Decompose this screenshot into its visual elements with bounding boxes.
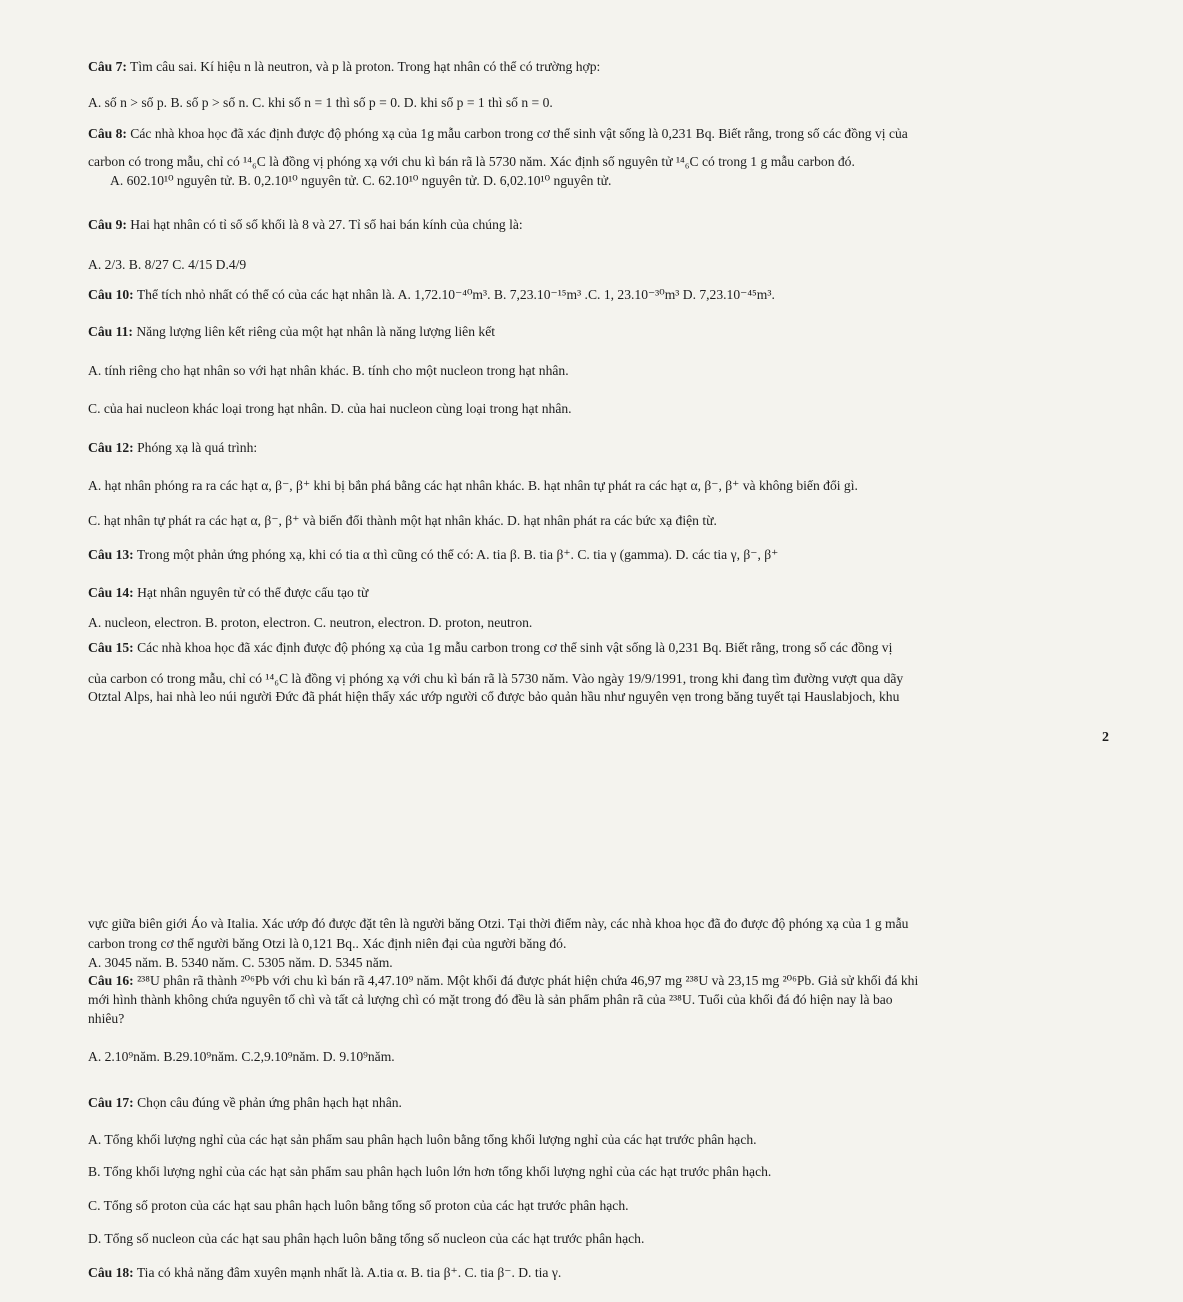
text-line [88, 639, 1138, 657]
line-text: Otztal Alps, hai nhà leo núi người Đức đã phát hiện thấy xác ướp người cổ được bảo quản hầu như nguyên vẹn trong băng tuyết tại Hauslabjoch, khu [88, 689, 900, 704]
text-line [88, 584, 1138, 602]
line-text: A. 602.10¹⁰ nguyên tử. B. 0,2.10¹⁰ nguyên tử. C. 62.10¹⁰ nguyên tử. D. 6,02.10¹⁰ nguyên tử. [110, 173, 612, 188]
question-label: Câu 10: [88, 287, 134, 302]
line-text: Hai hạt nhân có tỉ số số khối là 8 và 27. Tỉ số hai bán kính của chúng là: [126, 217, 523, 232]
line-text: nhiêu? [88, 1011, 125, 1026]
line-text: A. nucleon, electron. B. proton, electron. C. neutron, electron. D. proton, neutron. [88, 615, 533, 630]
text-line [88, 439, 1138, 457]
text-line [88, 256, 1138, 274]
line-text: ²³⁸U phân rã thành ²⁰⁶Pb với chu kì bán rã 4,47.10⁹ năm. Một khối đá được phát hiện chứa 46,97 mg ²³⁸U và 23,15 mg ²⁰⁶Pb. Giả sử khối đá khi [133, 973, 919, 988]
page-number: 2 [1102, 730, 1109, 745]
question-label: Câu 8: [88, 126, 127, 141]
line-text: A. Tổng khối lượng nghỉ của các hạt sản phẩm sau phân hạch luôn bằng tổng khối lượng nghỉ của các hạt trước phân hạch. [88, 1132, 757, 1147]
text-line [88, 362, 1138, 380]
line-text: C. hạt nhân tự phát ra các hạt α, β⁻, β⁺ và biến đổi thành một hạt nhân khác. D. hạt nhân phát ra các bức xạ điện từ. [88, 513, 717, 528]
line-text: A. 3045 năm. B. 5340 năm. C. 5305 năm. D. 5345 năm. [88, 955, 393, 970]
question-label: Câu 14: [88, 585, 134, 600]
question-label: Câu 16: [88, 973, 134, 988]
line-text: mới hình thành không chứa nguyên tố chì và tất cả lượng chì có mặt trong đó đều là sản phẩm phân rã của ²³⁸U. Tuổi của khối đá đó hiện nay là bao [88, 992, 893, 1007]
text-line [88, 688, 1138, 706]
line-text: carbon trong cơ thể người băng Otzi là 0,121 Bq.. Xác định niên đại của người băng đó. [88, 936, 567, 951]
text-line [88, 1230, 1138, 1248]
text-line [88, 477, 1138, 495]
text-line [88, 954, 1138, 972]
text-line [88, 512, 1138, 530]
text-line [88, 1264, 1138, 1282]
line-text: A. tính riêng cho hạt nhân so với hạt nhân khác. B. tính cho một nucleon trong hạt nhân. [88, 363, 569, 378]
text-line [88, 991, 1138, 1009]
text-line [88, 286, 1138, 304]
line-text: Các nhà khoa học đã xác định được độ phóng xạ của 1g mẫu carbon trong cơ thể sinh vật sống là 0,231 Bq. Biết rằng, trong số các đồng vị của [126, 126, 908, 141]
question-label: Câu 18: [88, 1265, 134, 1280]
line-text: C. Tổng số proton của các hạt sau phân hạch luôn bằng tổng số proton của các hạt trước phân hạch. [88, 1198, 629, 1213]
line-text: carbon có trong mẫu, chỉ có ¹⁴₆C là đồng vị phóng xạ với chu kì bán rã là 5730 năm. Xác định số nguyên tử ¹⁴₆C có trong 1 g mẫu carbon đó. [88, 154, 855, 169]
text-line [88, 94, 1138, 112]
text-line [88, 153, 1138, 171]
text-line [88, 216, 1138, 234]
text-line [88, 670, 1138, 688]
line-text: Các nhà khoa học đã xác định được độ phóng xạ của 1g mẫu carbon trong cơ thể sinh vật sống là 0,231 Bq. Biết rằng, trong số các đồng vị [133, 640, 893, 655]
text-line [88, 935, 1138, 953]
text-line [88, 1048, 1138, 1066]
line-text: Tìm câu sai. Kí hiệu n là neutron, và p là proton. Trong hạt nhân có thể có trường hợp: [126, 59, 601, 74]
line-text: D. Tổng số nucleon của các hạt sau phân hạch luôn bằng tổng số nucleon của các hạt trước phân hạch. [88, 1231, 645, 1246]
text-line [88, 125, 1138, 143]
line-text: Chọn câu đúng về phản ứng phân hạch hạt nhân. [133, 1095, 402, 1110]
question-label: Câu 15: [88, 640, 134, 655]
question-label: Câu 9: [88, 217, 127, 232]
text-line [88, 400, 1138, 418]
line-text: của carbon có trong mẫu, chỉ có ¹⁴₆C là đồng vị phóng xạ với chu kì bán rã là 5730 năm. Vào ngày 19/9/1991, trong khi đang tìm đường vượt qua dãy [88, 671, 904, 686]
text-line [88, 1163, 1138, 1181]
line-text: A. số n > số p. B. số p > số n. C. khi số n = 1 thì số p = 0. D. khi số p = 1 thì số n = 0. [88, 95, 553, 110]
text-line [88, 915, 1138, 933]
line-text: A. 2/3. B. 8/27 C. 4/15 D.4/9 [88, 257, 247, 272]
text-line [88, 323, 1138, 341]
line-text: Trong một phản ứng phóng xạ, khi có tia α thì cũng có thể có: A. tia β. B. tia β⁺. C. tia γ (gamma). D. các tia γ, β⁻, β⁺ [133, 547, 779, 562]
line-text: Năng lượng liên kết riêng của một hạt nhân là năng lượng liên kết [132, 324, 496, 339]
text-line [88, 1197, 1138, 1215]
question-label: Câu 7: [88, 59, 127, 74]
line-text: vực giữa biên giới Áo và Italia. Xác ướp đó được đặt tên là người băng Otzi. Tại thời điểm này, các nhà khoa học đã đo được độ phóng xạ của 1 g mẫu [88, 916, 909, 931]
line-text: Thể tích nhỏ nhất có thể có của các hạt nhân là. A. 1,72.10⁻⁴⁰m³. B. 7,23.10⁻¹⁵m³ .C. 1, 23.10⁻³⁰m³ D. 7,23.10⁻⁴⁵m³. [133, 287, 775, 302]
line-text: C. của hai nucleon khác loại trong hạt nhân. D. của hai nucleon cùng loại trong hạt nhân. [88, 401, 572, 416]
text-line [88, 1010, 1138, 1028]
line-text: A. 2.10⁹năm. B.29.10⁹năm. C.2,9.10⁹năm. D. 9.10⁹năm. [88, 1049, 395, 1064]
line-text: B. Tổng khối lượng nghỉ của các hạt sản phẩm sau phân hạch luôn lớn hơn tổng khối lượng nghỉ của các hạt trước phân hạch. [88, 1164, 772, 1179]
text-line [88, 546, 1138, 564]
text-line [110, 172, 1160, 190]
text-line [88, 614, 1138, 632]
text-line [88, 1131, 1138, 1149]
question-label: Câu 12: [88, 440, 134, 455]
question-label: Câu 11: [88, 324, 133, 339]
question-label: Câu 17: [88, 1095, 134, 1110]
line-text: Hạt nhân nguyên tử có thể được cấu tạo từ [133, 585, 369, 600]
line-text: Tia có khả năng đâm xuyên mạnh nhất là. A.tia α. B. tia β⁺. C. tia β⁻. D. tia γ. [133, 1265, 562, 1280]
text-line [88, 1094, 1138, 1112]
text-line [88, 58, 1138, 76]
question-label: Câu 13: [88, 547, 134, 562]
text-line [88, 972, 1138, 990]
line-text: A. hạt nhân phóng ra ra các hạt α, β⁻, β⁺ khi bị bắn phá bằng các hạt nhân khác. B. hạt nhân tự phát ra các hạt α, β⁻, β⁺ và không biến đổi gì. [88, 478, 858, 493]
line-text: Phóng xạ là quá trình: [133, 440, 258, 455]
